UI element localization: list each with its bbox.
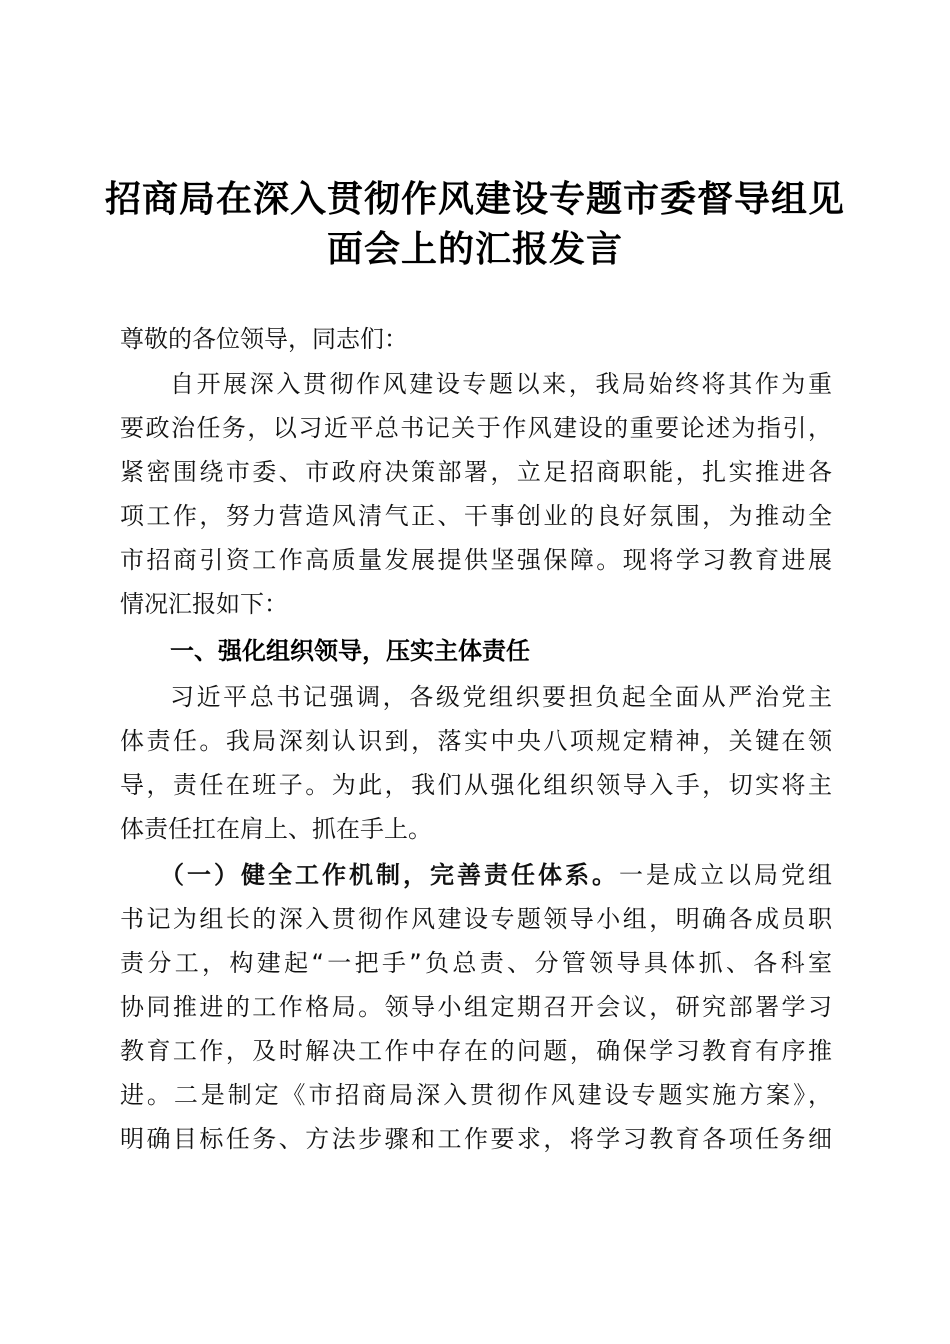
intro-line-2: 要政治任务，以习近平总书记关于作风建设的重要论述为指引， [120, 414, 832, 442]
intro-line-4: 项工作，努力营造风清气正、干事创业的良好氛围，为推动全 [120, 502, 832, 530]
subsection-1-line-5: 教育工作，及时解决工作中存在的问题，确保学习教育有序推 [120, 1037, 832, 1065]
document-title-line-2: 面会上的汇报发言 [326, 228, 623, 270]
subsection-1-line-2: 书记为组长的深入贯彻作风建设专题领导小组，明确各成员职 [120, 905, 832, 933]
subsection-1-line-7: 明确目标任务、方法步骤和工作要求，将学习教育各项任务细 [120, 1125, 832, 1153]
intro-line-6: 情况汇报如下： [120, 590, 288, 618]
document-title-line-1: 招商局在深入贯彻作风建设专题市委督导组见 [104, 178, 845, 220]
subsection-1-line-4: 协同推进的工作格局。领导小组定期召开会议，研究部署学习 [120, 993, 832, 1021]
subsection-1-first-line-rest: 一是成立以局党组 [619, 861, 832, 889]
subsection-1-line-3: 责分工，构建起“一把手”负总责、分管领导具体抓、各科室 [120, 949, 832, 977]
intro-line-5: 市招商引资工作高质量发展提供坚强保障。现将学习教育进展 [120, 546, 832, 574]
section-1-line-2: 体责任。我局深刻认识到，落实中央八项规定精神，关键在领 [120, 727, 832, 755]
section-1-line-3: 导，责任在班子。为此，我们从强化组织领导入手，切实将主 [120, 771, 832, 799]
subsection-1-first-line [160, 853, 832, 897]
intro-line-3: 紧密围绕市委、市政府决策部署，立足招商职能，扎实推进各 [120, 458, 832, 486]
salutation: 尊敬的各位领导，同志们： [120, 325, 408, 353]
section-1-line-4: 体责任扛在肩上、抓在手上。 [120, 815, 432, 843]
intro-line-1: 自开展深入贯彻作风建设专题以来，我局始终将其作为重 [170, 370, 832, 398]
section-1-heading: 一、强化组织领导，压实主体责任 [170, 637, 530, 665]
subsection-1-heading: （一）健全工作机制，完善责任体系。 [160, 861, 619, 889]
subsection-1-line-6: 进。二是制定《市招商局深入贯彻作风建设专题实施方案》， [120, 1081, 832, 1109]
section-1-line-1: 习近平总书记强调，各级党组织要担负起全面从严治党主 [170, 683, 832, 711]
